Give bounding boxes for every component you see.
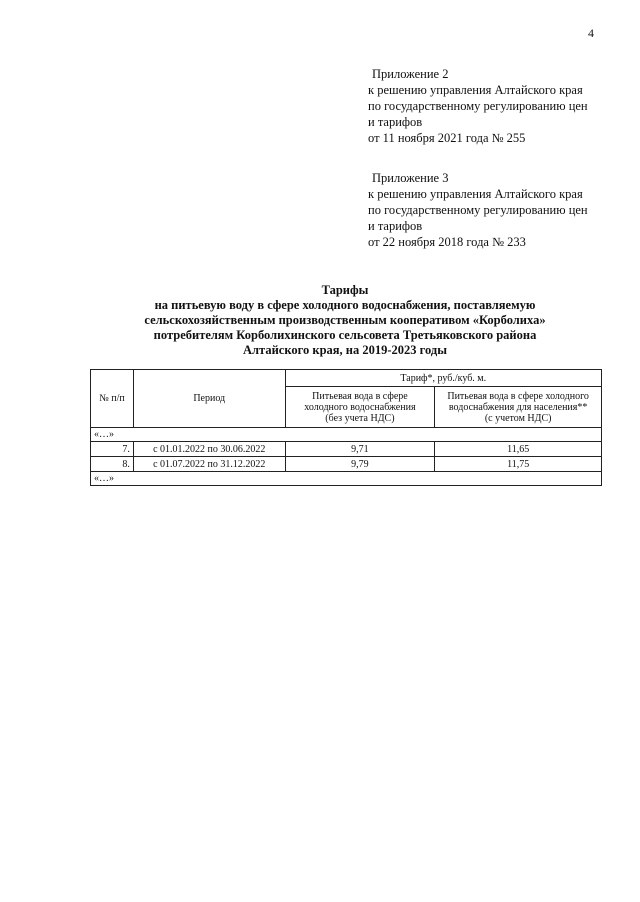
- appendix-3-line: по государственному регулированию цен: [368, 203, 588, 217]
- appendix-3-date: от 22 ноября 2018 года № 233: [368, 235, 526, 249]
- appendix-2-date: от 11 ноября 2021 года № 255: [368, 131, 526, 145]
- row-tariff-with-vat: 11,65: [435, 442, 602, 457]
- header-with-vat-line: (с учетом НДС): [484, 412, 552, 424]
- row-number: 7.: [91, 442, 134, 457]
- appendix-3-title: Приложение 3: [372, 171, 449, 185]
- header-with-vat: [435, 387, 602, 428]
- appendix-2-note: [368, 66, 588, 146]
- appendix-2-line: и тарифов: [368, 115, 423, 129]
- tariff-title-heading: Тарифы: [321, 283, 369, 297]
- row-number: 8.: [91, 457, 134, 472]
- header-no-vat: [285, 387, 435, 428]
- table-header-row: [91, 370, 602, 387]
- tariff-title-line: на питьевую воду в сфере холодного водоснабжения, поставляемую: [154, 298, 536, 312]
- appendix-2-line: по государственному регулированию цен: [368, 99, 588, 113]
- row-period: с 01.01.2022 по 30.06.2022: [133, 442, 285, 457]
- tariff-title-line: сельскохозяйственным производственным кооперативом «Корболиха»: [144, 313, 546, 327]
- row-tariff-no-vat: 9,79: [285, 457, 435, 472]
- appendix-2-title: Приложение 2: [372, 67, 449, 81]
- tariff-title-line: потребителям Корболихинского сельсовета Третьяковского района: [153, 328, 537, 342]
- appendix-3-note: [368, 170, 588, 250]
- ellipsis-cell: «…»: [91, 472, 602, 486]
- tariff-title: [90, 283, 600, 358]
- header-period: Период: [133, 370, 285, 428]
- header-with-vat-line: Питьевая вода в сфере холодного: [447, 390, 589, 402]
- tariff-table: [90, 369, 602, 486]
- table-row: [91, 442, 602, 457]
- table-ellipsis-row: [91, 428, 602, 442]
- header-no-vat-line: (без учета НДС): [325, 412, 395, 424]
- header-tariff: Тариф*, руб./куб. м.: [285, 370, 601, 387]
- appendix-3-line: к решению управления Алтайского края: [368, 187, 583, 201]
- tariff-title-line: Алтайского края, на 2019-2023 годы: [243, 343, 447, 357]
- header-no-vat-line: холодного водоснабжения: [304, 401, 416, 413]
- row-period: с 01.07.2022 по 31.12.2022: [133, 457, 285, 472]
- table-row: [91, 457, 602, 472]
- ellipsis-cell: «…»: [91, 428, 602, 442]
- row-tariff-no-vat: 9,71: [285, 442, 435, 457]
- appendix-2-line: к решению управления Алтайского края: [368, 83, 583, 97]
- appendix-3-line: и тарифов: [368, 219, 423, 233]
- row-tariff-with-vat: 11,75: [435, 457, 602, 472]
- header-with-vat-line: водоснабжения для населения**: [448, 401, 588, 413]
- table-ellipsis-row: [91, 472, 602, 486]
- page-number: 4: [588, 26, 594, 40]
- header-no-vat-line: Питьевая вода в сфере: [312, 390, 408, 402]
- header-number: № п/п: [91, 370, 134, 428]
